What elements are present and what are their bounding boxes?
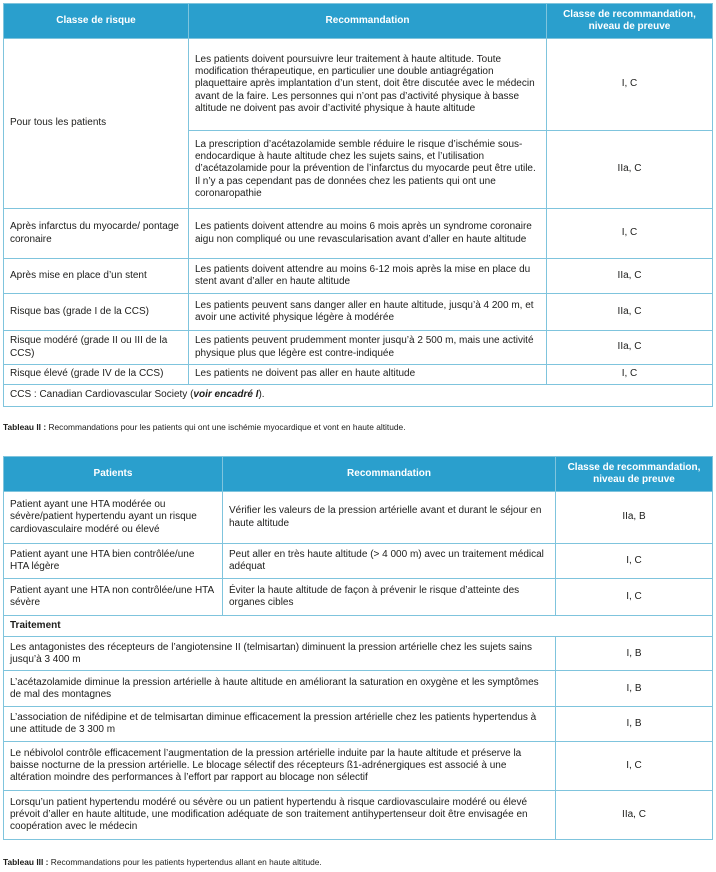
patient-cell: Patient ayant une HTA bien contrôlée/une HTA légère: [4, 544, 223, 579]
evidence-level-cell: I, C: [556, 544, 713, 579]
header-evidence-level: Classe de recommandation, niveau de preuve: [547, 4, 713, 39]
caption-label: Tableau II :: [3, 422, 47, 432]
table-row: [4, 331, 713, 365]
caption-text: Recommandations pour les patients hypertendus allant en haute altitude.: [48, 857, 322, 867]
treatment-cell: Les antagonistes des récepteurs de l’angiotensine II (telmisartan) diminuent la pression artérielle chez les sujets sains jusqu’à 3 400 m: [4, 637, 556, 671]
risk-class-cell: Risque modéré (grade II ou III de la CCS): [4, 331, 189, 365]
header-recommendation: Recommandation: [189, 4, 547, 39]
recommendation-cell: Éviter la haute altitude de façon à prévenir le risque d’atteinte des organes cibles: [223, 579, 556, 616]
footnote-reference: voir encadré I: [193, 389, 259, 401]
recommendation-cell: La prescription d’acétazolamide semble réduire le risque d’ischémie sous-endocardique à haute altitude chez les sujets sains, et l’utilisation d’acétazolamide pour la prévention de l’infarctus du myocarde peut être utile. Il n’y a pas cependant pas de données chez les patients qui ont une coronaropathie: [189, 131, 547, 209]
table-row: [4, 209, 713, 259]
caption-text: Recommandations pour les patients qui ont une ischémie myocardique et vont en haute altitude.: [46, 422, 406, 432]
recommendation-cell: Vérifier les valeurs de la pression artérielle avant et durant le séjour en haute altitude: [223, 492, 556, 544]
table-row: [4, 637, 713, 671]
table-row: [4, 742, 713, 791]
footnote-text: CCS : Canadian Cardiovascular Society (: [10, 389, 194, 401]
evidence-level-cell: I, B: [556, 671, 713, 707]
table-row: [4, 39, 713, 131]
table-row: [4, 259, 713, 294]
table-note-row: [4, 385, 713, 407]
caption-label: Tableau III :: [3, 857, 49, 867]
table-footnote: [4, 385, 713, 407]
header-recommendation: Recommandation: [223, 457, 556, 492]
table-section-row: [4, 616, 713, 637]
table-hypertension: [3, 456, 713, 840]
evidence-level-cell: IIa, C: [556, 791, 713, 840]
risk-class-cell: Risque élevé (grade IV de la CCS): [4, 365, 189, 385]
header-risk-class: Classe de risque: [4, 4, 189, 39]
treatment-cell: L’acétazolamide diminue la pression artérielle à haute altitude en améliorant la saturation en oxygène et les symptômes de mal des montagnes: [4, 671, 556, 707]
recommendation-cell: Les patients doivent attendre au moins 6 mois après un syndrome coronaire aigu non compliqué ou une revascularisation avant d’aller en haute altitude: [189, 209, 547, 259]
table-row: [4, 294, 713, 331]
table-ischemia: [3, 3, 713, 407]
risk-class-cell: Après infarctus du myocarde/ pontage coronaire: [4, 209, 189, 259]
evidence-level-cell: IIa, C: [547, 331, 713, 365]
table-row: [4, 365, 713, 385]
evidence-level-cell: I, B: [556, 707, 713, 742]
recommendation-cell: Les patients doivent poursuivre leur traitement à haute altitude. Toute modification thérapeutique, en particulier une double antiagrégation plaquettaire après implantation d’un stent, doit être discutée avec le médecin avant de la faire. Les personnes qui n’ont pas d’activité physique à basse altitude ne doivent pas avoir d’activité physique à haute altitude: [189, 39, 547, 131]
patient-cell: Patient ayant une HTA non contrôlée/une HTA sévère: [4, 579, 223, 616]
table-header-row: [4, 457, 713, 492]
recommendation-cell: Les patients peuvent sans danger aller en haute altitude, jusqu’à 4 200 m, et avoir une activité physique légère à modérée: [189, 294, 547, 331]
risk-class-cell: Pour tous les patients: [4, 39, 189, 209]
evidence-level-cell: IIa, B: [556, 492, 713, 544]
risk-class-cell: Après mise en place d’un stent: [4, 259, 189, 294]
evidence-level-cell: I, C: [547, 39, 713, 131]
evidence-level-cell: I, C: [547, 209, 713, 259]
evidence-level-cell: I, B: [556, 637, 713, 671]
table-row: [4, 492, 713, 544]
table-caption: [3, 857, 322, 867]
header-patients: Patients: [4, 457, 223, 492]
evidence-level-cell: IIa, C: [547, 259, 713, 294]
treatment-cell: Le nébivolol contrôle efficacement l’augmentation de la pression artérielle induite par la haute altitude et préserve la baisse nocturne de la pression artérielle. Le blocage sélectif des récepteurs ß1-adrénergiques est associé à une altération moindre des performances à l’effort par rapport au blocage non sélectif: [4, 742, 556, 791]
recommendation-cell: Les patients peuvent prudemment monter jusqu’à 2 500 m, mais une activité physique plus que légère est contre-indiquée: [189, 331, 547, 365]
table-row: [4, 579, 713, 616]
table-header-row: [4, 4, 713, 39]
evidence-level-cell: I, C: [556, 579, 713, 616]
table-row: [4, 791, 713, 840]
header-evidence-level: Classe de recommandation, niveau de preuve: [556, 457, 713, 492]
table-row: [4, 544, 713, 579]
patient-cell: Patient ayant une HTA modérée ou sévère/patient hypertendu ayant un risque cardiovasculaire modéré ou élevé: [4, 492, 223, 544]
evidence-level-cell: IIa, C: [547, 131, 713, 209]
treatment-cell: L’association de nifédipine et de telmisartan diminue efficacement la pression artérielle chez les patients hypertendus à une attitude de 3 300 m: [4, 707, 556, 742]
table-caption: [3, 422, 406, 432]
recommendation-cell: Les patients doivent attendre au moins 6-12 mois après la mise en place du stent avant d’aller en haute altitude: [189, 259, 547, 294]
treatment-cell: Lorsqu’un patient hypertendu modéré ou sévère ou un patient hypertendu à risque cardiovasculaire modéré ou élevé prévoit d’aller en haute altitude, une modification adéquate de son traitement antihypertenseur doit être envisagée en coopération avec le médecin: [4, 791, 556, 840]
recommendation-cell: Peut aller en très haute altitude (> 4 000 m) avec un traitement médical adéquat: [223, 544, 556, 579]
table-row: [4, 671, 713, 707]
evidence-level-cell: I, C: [547, 365, 713, 385]
risk-class-cell: Risque bas (grade I de la CCS): [4, 294, 189, 331]
recommendation-cell: Les patients ne doivent pas aller en haute altitude: [189, 365, 547, 385]
section-heading: Traitement: [4, 616, 713, 637]
evidence-level-cell: IIa, C: [547, 294, 713, 331]
footnote-end: ).: [258, 389, 265, 401]
evidence-level-cell: I, C: [556, 742, 713, 791]
table-row: [4, 707, 713, 742]
